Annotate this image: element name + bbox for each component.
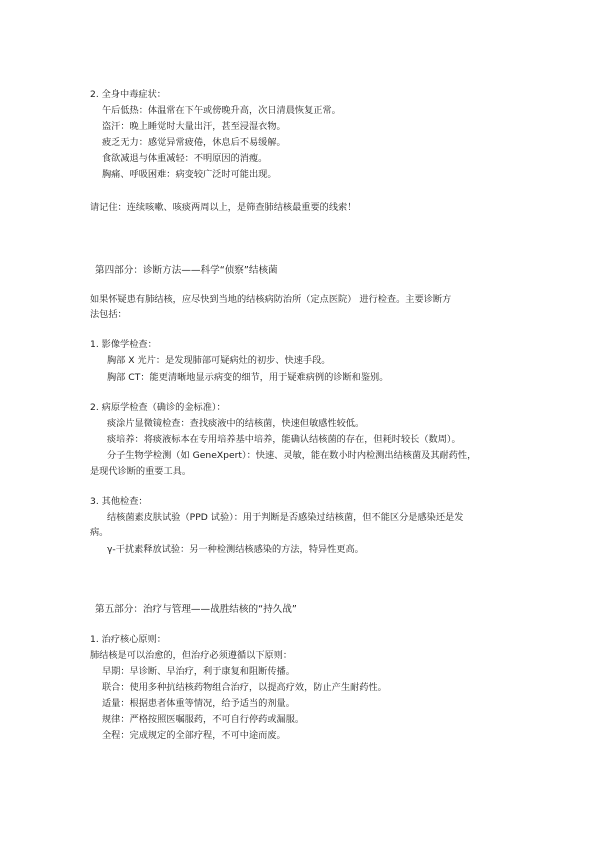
- list-item-continuation: 是现代诊断的重要工具。: [90, 466, 192, 477]
- list-item: 分子生物学检测（如 GeneXpert）：快速、灵敏，能在数小时内检测出结核菌及其耐药性，: [107, 450, 477, 461]
- list-item: 适量：根据患者体重等情况，给予适当的剂量。: [102, 698, 295, 709]
- reminder-note: 请记住：连续咳嗽、咳痰两周以上，是筛查肺结核最重要的线索！: [90, 202, 357, 213]
- list-item: 胸部 X 光片：是发现肺部可疑病灶的初步、快速手段。: [107, 355, 331, 366]
- list-item: 胸部 CT：能更清晰地显示病变的细节，用于疑难病例的诊断和鉴别。: [107, 372, 389, 383]
- list-item: 结核菌素皮肤试验（PPD 试验）：用于判断是否感染过结核菌，但不能区分是感染还是发: [107, 512, 464, 523]
- list-item: 疲乏无力：感觉异常疲倦，休息后不易缓解。: [102, 137, 286, 148]
- list-item: 午后低热：体温常在下午或傍晚升高，次日清晨恢复正常。: [102, 105, 341, 116]
- paragraph-line: 法包括：: [90, 309, 127, 320]
- list-item: 早期：早诊断、早治疗，利于康复和阻断传播。: [102, 666, 295, 677]
- subheading-other-tests: 3. 其他检查：: [90, 496, 148, 507]
- list-item: 痰涂片显微镜检查：查找痰液中的结核菌，快速但敏感性较低。: [107, 418, 365, 429]
- list-item: 全程：完成规定的全部疗程，不可中途而废。: [102, 730, 286, 741]
- subheading-treatment-principles: 1. 治疗核心原则：: [90, 634, 166, 645]
- list-item: 食欲减退与体重减轻：不明原因的消瘦。: [102, 153, 268, 164]
- part5-title: 第五部分：治疗与管理——战胜结核的“持久战”: [95, 604, 297, 615]
- list-item-continuation: 病。: [90, 527, 109, 538]
- subheading-etiology: 2. 病原学检查（确诊的金标准）：: [90, 402, 226, 413]
- paragraph-line: 如果怀疑患有肺结核，应尽快到当地的结核病防治所（定点医院） 进行检查。主要诊断方: [90, 294, 452, 305]
- part4-title: 第四部分：诊断方法——科学“侦察”结核菌: [95, 265, 278, 276]
- list-item: 规律：严格按照医嘱服药，不可自行停药或漏服。: [102, 714, 305, 725]
- list-item: 胸痛、呼吸困难：病变较广泛时可能出现。: [102, 169, 277, 180]
- paragraph-line: 肺结核是可以治愈的，但治疗必须遵循以下原则：: [90, 650, 293, 661]
- list-item: 联合：使用多种抗结核药物组合治疗，以提高疗效，防止产生耐药性。: [102, 682, 387, 693]
- list-item: 痰培养：将痰液标本在专用培养基中培养，能确认结核菌的存在，但耗时较长（数周）。: [107, 434, 461, 445]
- list-item: γ-干扰素释放试验：另一种检测结核感染的方法，特异性更高。: [107, 544, 364, 555]
- section-heading-systemic-symptoms: 2. 全身中毒症状：: [90, 89, 166, 100]
- list-item: 盗汗：晚上睡觉时大量出汗，甚至浸湿衣物。: [102, 121, 286, 132]
- subheading-imaging: 1. 影像学检查：: [90, 339, 157, 350]
